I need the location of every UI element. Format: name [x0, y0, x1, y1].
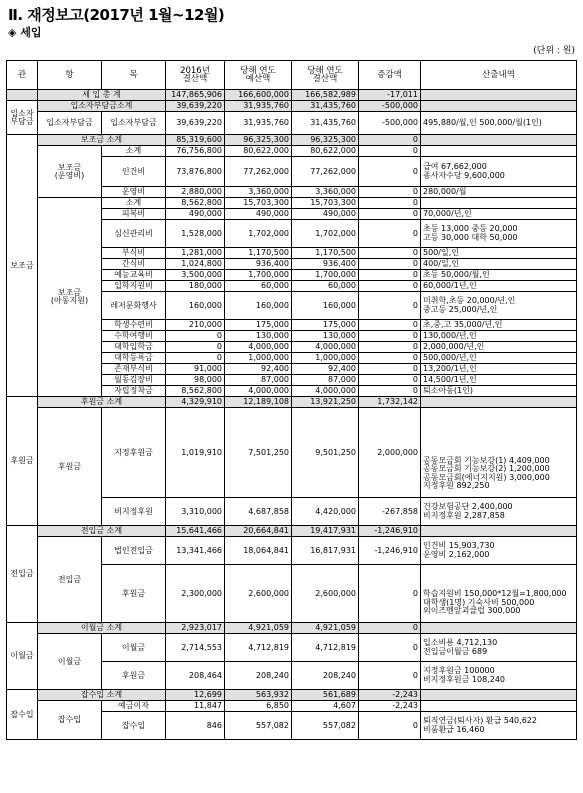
detail-cell: 초,중,고 35,000/년,인 — [421, 320, 577, 331]
diff-cell: 0 — [359, 342, 421, 353]
report-title: Ⅱ. 재정보고(2017년 1월~12월) — [8, 6, 225, 24]
gwan-cell: 전입금 — [7, 526, 38, 623]
table-header-row — [7, 61, 577, 90]
detail-cell: 400/일,인 — [421, 259, 577, 270]
table-row — [7, 146, 577, 157]
diff-cell: 0 — [359, 198, 421, 209]
detail-cell: 2,000,000/년,인 — [421, 342, 577, 353]
detail-cell: 초등 13,000 중등 20,000 고등 30,000 대학 50,000 — [421, 220, 577, 248]
prev-cell: 39,639,220 — [166, 112, 225, 135]
prev-cell: 4,329,910 — [166, 397, 225, 408]
prev-cell: 85,319,600 — [166, 135, 225, 146]
settled-cell: 31,435,760 — [292, 112, 359, 135]
mok-cell: 간식비 — [102, 259, 166, 270]
settled-cell: 96,325,300 — [292, 135, 359, 146]
diff-cell: 2,000,000 — [359, 408, 421, 498]
gwan-cell: 잡수입 — [7, 690, 38, 740]
settled-cell: 936,400 — [292, 259, 359, 270]
settled-cell: 92,400 — [292, 364, 359, 375]
prev-cell: 147,865,906 — [166, 90, 225, 101]
row-label: 입소자부담금소계 — [38, 101, 166, 112]
table-row — [7, 112, 577, 135]
mok-cell: 예능교육비 — [102, 270, 166, 281]
settled-cell: 80,622,000 — [292, 146, 359, 157]
settled-cell: 208,240 — [292, 662, 359, 690]
diff-cell: 1,732,142 — [359, 397, 421, 408]
settled-cell: 1,000,000 — [292, 353, 359, 364]
header-gwan: 관 — [7, 61, 38, 90]
diff-cell: 0 — [359, 146, 421, 157]
settled-cell: 3,360,000 — [292, 187, 359, 198]
gwan-cell: 입소자 부담금 — [7, 101, 38, 135]
diff-cell: 0 — [359, 565, 421, 623]
diff-cell: 0 — [359, 662, 421, 690]
mok-cell: 입소자부담금 — [102, 112, 166, 135]
settled-cell: 1,702,000 — [292, 220, 359, 248]
budget-cell: 31,935,760 — [225, 101, 292, 112]
detail-cell — [421, 198, 577, 209]
detail-cell: 미취학,초등 20,000/년,인 중고등 25,000/년,인 — [421, 292, 577, 320]
header-hang: 항 — [38, 61, 102, 90]
mok-cell: 후원금 — [102, 565, 166, 623]
prev-cell: 0 — [166, 353, 225, 364]
mok-cell: 소계 — [102, 146, 166, 157]
subtotal-row — [7, 623, 577, 634]
mok-cell: 피복비 — [102, 209, 166, 220]
diff-cell: 0 — [359, 623, 421, 634]
settled-cell: 87,000 — [292, 375, 359, 386]
budget-cell: 936,400 — [225, 259, 292, 270]
budget-cell: 4,712,819 — [225, 634, 292, 662]
detail-cell: 500/일,인 — [421, 248, 577, 259]
prev-cell: 160,000 — [166, 292, 225, 320]
mok-cell: 예금이자 — [102, 701, 166, 712]
unit-label: (단위 : 원) — [533, 46, 575, 56]
detail-cell: 인건비 15,903,730 운영비 2,162,000 — [421, 537, 577, 565]
budget-cell: 2,600,000 — [225, 565, 292, 623]
mok-cell: 잡수입 — [102, 712, 166, 740]
budget-cell: 166,600,000 — [225, 90, 292, 101]
settled-cell: 130,000 — [292, 331, 359, 342]
diff-cell: 0 — [359, 353, 421, 364]
mok-cell: 지정후원금 — [102, 408, 166, 498]
diff-cell: 0 — [359, 331, 421, 342]
mok-cell: 월동김장비 — [102, 375, 166, 386]
prev-cell: 3,310,000 — [166, 498, 225, 526]
diff-cell: 0 — [359, 270, 421, 281]
mok-cell: 레저문화행사 — [102, 292, 166, 320]
detail-cell: 급여 67,662,000 종사자수당 9,600,000 — [421, 157, 577, 187]
detail-cell: 학습지원비 150,000*12월=1,800,000 대학생(1명) 기숙사비 500,000 외이즈멘앞괴클럽 300,000 — [421, 565, 577, 623]
settled-cell: 561,689 — [292, 690, 359, 701]
mok-cell: 대학등록금 — [102, 353, 166, 364]
mok-cell: 소계 — [102, 198, 166, 209]
settled-cell: 490,000 — [292, 209, 359, 220]
budget-cell: 31,935,760 — [225, 112, 292, 135]
settled-cell: 16,817,931 — [292, 537, 359, 565]
row-label: 보조금 소계 — [38, 135, 166, 146]
detail-cell: 495,880/월,인 500,000/월(1인) — [421, 112, 577, 135]
section-subtitle: ◈ 세입 — [8, 26, 42, 39]
hang-cell: 전입금 — [38, 537, 102, 623]
budget-cell: 4,687,858 — [225, 498, 292, 526]
prev-cell: 2,714,553 — [166, 634, 225, 662]
detail-cell — [421, 146, 577, 157]
prev-cell: 208,464 — [166, 662, 225, 690]
mok-cell: 법인전입금 — [102, 537, 166, 565]
budget-cell: 3,360,000 — [225, 187, 292, 198]
budget-cell: 6,850 — [225, 701, 292, 712]
prev-cell: 1,528,000 — [166, 220, 225, 248]
prev-cell: 11,847 — [166, 701, 225, 712]
subtotal-row — [7, 690, 577, 701]
diff-cell: 0 — [359, 634, 421, 662]
hang-cell: 보조금 (아동지원) — [38, 198, 102, 397]
mok-cell: 인건비 — [102, 157, 166, 187]
budget-cell: 80,622,000 — [225, 146, 292, 157]
budget-cell: 130,000 — [225, 331, 292, 342]
settled-cell: 15,703,300 — [292, 198, 359, 209]
row-label: 잡수입 소계 — [38, 690, 166, 701]
budget-cell: 77,262,000 — [225, 157, 292, 187]
revenue-table — [6, 60, 577, 740]
diff-cell: 0 — [359, 259, 421, 270]
budget-cell: 96,325,300 — [225, 135, 292, 146]
diff-cell: 0 — [359, 320, 421, 331]
detail-cell — [421, 90, 577, 101]
grand-total-row — [7, 90, 577, 101]
prev-cell: 73,876,800 — [166, 157, 225, 187]
settled-cell: 2,600,000 — [292, 565, 359, 623]
diff-cell: 0 — [359, 375, 421, 386]
row-label: 세 입 총 계 — [38, 90, 166, 101]
header-budget: 당해 연도 예산액 — [225, 61, 292, 90]
prev-cell: 180,000 — [166, 281, 225, 292]
mok-cell: 비지정후원 — [102, 498, 166, 526]
detail-cell: 60,000/1년,인 — [421, 281, 577, 292]
settled-cell: 60,000 — [292, 281, 359, 292]
header-settled: 당해 연도 결산액 — [292, 61, 359, 90]
detail-cell — [421, 623, 577, 634]
detail-cell: 14,500/1년,인 — [421, 375, 577, 386]
prev-cell: 39,639,220 — [166, 101, 225, 112]
diff-cell: 0 — [359, 157, 421, 187]
budget-cell: 4,921,059 — [225, 623, 292, 634]
gwan-cell: 이월금 — [7, 623, 38, 690]
mok-cell: 입학지원비 — [102, 281, 166, 292]
mok-cell: 운영비 — [102, 187, 166, 198]
detail-cell: 70,000/년,인 — [421, 209, 577, 220]
prev-cell: 8,562,800 — [166, 386, 225, 397]
table-row — [7, 537, 577, 565]
detail-cell: 지정후원금 100000 비지정후원금 108,240 — [421, 662, 577, 690]
settled-cell: 4,000,000 — [292, 342, 359, 353]
mok-cell: 수학여행비 — [102, 331, 166, 342]
header-detail: 산출내역 — [421, 61, 577, 90]
table-row — [7, 634, 577, 662]
prev-cell: 846 — [166, 712, 225, 740]
mok-cell: 부식비 — [102, 248, 166, 259]
diff-cell: -2,243 — [359, 701, 421, 712]
diff-cell: -500,000 — [359, 112, 421, 135]
prev-cell: 76,756,800 — [166, 146, 225, 157]
diff-cell: 0 — [359, 187, 421, 198]
settled-cell: 77,262,000 — [292, 157, 359, 187]
diff-cell: -17,011 — [359, 90, 421, 101]
detail-cell — [421, 135, 577, 146]
detail-cell: 280,000/월 — [421, 187, 577, 198]
settled-cell: 31,435,760 — [292, 101, 359, 112]
budget-cell: 1,700,000 — [225, 270, 292, 281]
header-diff: 증감액 — [359, 61, 421, 90]
subtotal-row — [7, 101, 577, 112]
detail-cell: 500,000/년,인 — [421, 353, 577, 364]
settled-cell: 1,170,500 — [292, 248, 359, 259]
prev-cell: 2,880,000 — [166, 187, 225, 198]
mok-cell: 후원금 — [102, 662, 166, 690]
settled-cell: 4,921,059 — [292, 623, 359, 634]
subtotal-row — [7, 135, 577, 146]
detail-cell: 건강보험공단 2,400,000 비지정후원 2,287,858 — [421, 498, 577, 526]
hang-cell: 입소자부담금 — [38, 112, 102, 135]
settled-cell: 4,607 — [292, 701, 359, 712]
diff-cell: 0 — [359, 712, 421, 740]
prev-cell: 2,923,017 — [166, 623, 225, 634]
settled-cell: 4,712,819 — [292, 634, 359, 662]
detail-cell — [421, 397, 577, 408]
settled-cell: 175,000 — [292, 320, 359, 331]
mok-cell: 학생수련비 — [102, 320, 166, 331]
mok-cell: 존재부식비 — [102, 364, 166, 375]
budget-cell: 92,400 — [225, 364, 292, 375]
budget-cell: 18,064,841 — [225, 537, 292, 565]
diff-cell: 0 — [359, 209, 421, 220]
budget-cell: 1,000,000 — [225, 353, 292, 364]
prev-cell: 1,281,000 — [166, 248, 225, 259]
row-label: 후원금 소계 — [38, 397, 166, 408]
diff-cell: 0 — [359, 248, 421, 259]
budget-cell: 4,000,000 — [225, 386, 292, 397]
diff-cell: -1,246,910 — [359, 526, 421, 537]
subtotal-row — [7, 526, 577, 537]
settled-cell: 557,082 — [292, 712, 359, 740]
gwan-cell — [7, 90, 38, 101]
header-mok: 목 — [102, 61, 166, 90]
prev-cell: 3,500,000 — [166, 270, 225, 281]
diff-cell: -500,000 — [359, 101, 421, 112]
row-label: 이월금 소계 — [38, 623, 166, 634]
settled-cell: 13,921,250 — [292, 397, 359, 408]
subtotal-row — [7, 397, 577, 408]
row-label: 전입금 소계 — [38, 526, 166, 537]
gwan-cell: 후원금 — [7, 397, 38, 526]
detail-cell: 입소비용 4,712,130 전입금이월금 689 — [421, 634, 577, 662]
budget-cell: 557,082 — [225, 712, 292, 740]
detail-cell — [421, 690, 577, 701]
budget-cell: 208,240 — [225, 662, 292, 690]
prev-cell: 12,699 — [166, 690, 225, 701]
settled-cell: 4,420,000 — [292, 498, 359, 526]
budget-cell: 175,000 — [225, 320, 292, 331]
detail-cell: 초등 50,000/월,인 — [421, 270, 577, 281]
prev-cell: 0 — [166, 331, 225, 342]
diff-cell: 0 — [359, 364, 421, 375]
table-row — [7, 408, 577, 498]
prev-cell: 98,000 — [166, 375, 225, 386]
diff-cell: 0 — [359, 220, 421, 248]
budget-cell: 1,702,000 — [225, 220, 292, 248]
hang-cell: 보조금 (운영비) — [38, 146, 102, 198]
budget-cell: 1,170,500 — [225, 248, 292, 259]
prev-cell: 13,341,466 — [166, 537, 225, 565]
mok-cell: 이월금 — [102, 634, 166, 662]
diff-cell: 0 — [359, 281, 421, 292]
detail-cell: 퇴소아동(1인) — [421, 386, 577, 397]
budget-cell: 490,000 — [225, 209, 292, 220]
detail-cell — [421, 526, 577, 537]
prev-cell: 210,000 — [166, 320, 225, 331]
prev-cell: 490,000 — [166, 209, 225, 220]
detail-cell: 공동모금회 기능보강(1) 4,409,000 공동모금회 기능보강(2) 1,200,000 공동모금회(에너지지원) 3,000,000 지정후원 892,250 — [421, 408, 577, 498]
table-row — [7, 198, 577, 209]
detail-cell: 13,200/1년,인 — [421, 364, 577, 375]
settled-cell: 4,000,000 — [292, 386, 359, 397]
detail-cell: 130,000/년,인 — [421, 331, 577, 342]
diff-cell: 0 — [359, 292, 421, 320]
detail-cell: 퇴직연금(퇴사자) 환급 540,622 비품환급 16,460 — [421, 712, 577, 740]
hang-cell: 잡수입 — [38, 701, 102, 740]
detail-cell — [421, 101, 577, 112]
budget-cell: 60,000 — [225, 281, 292, 292]
budget-cell: 4,000,000 — [225, 342, 292, 353]
prev-cell: 1,019,910 — [166, 408, 225, 498]
prev-cell: 91,000 — [166, 364, 225, 375]
diff-cell: -1,246,910 — [359, 537, 421, 565]
prev-cell: 8,562,800 — [166, 198, 225, 209]
diff-cell: -2,243 — [359, 690, 421, 701]
budget-cell: 12,189,108 — [225, 397, 292, 408]
detail-cell — [421, 701, 577, 712]
diff-cell: -267,858 — [359, 498, 421, 526]
prev-cell: 0 — [166, 342, 225, 353]
budget-cell: 7,501,250 — [225, 408, 292, 498]
settled-cell: 9,501,250 — [292, 408, 359, 498]
prev-cell: 15,641,466 — [166, 526, 225, 537]
settled-cell: 19,417,931 — [292, 526, 359, 537]
hang-cell: 이월금 — [38, 634, 102, 690]
budget-cell: 15,703,300 — [225, 198, 292, 209]
diff-cell: 0 — [359, 135, 421, 146]
prev-cell: 2,300,000 — [166, 565, 225, 623]
mok-cell: 심신관리비 — [102, 220, 166, 248]
settled-cell: 1,700,000 — [292, 270, 359, 281]
hang-cell: 후원금 — [38, 408, 102, 526]
mok-cell: 대학입학금 — [102, 342, 166, 353]
diff-cell: 0 — [359, 386, 421, 397]
budget-cell: 87,000 — [225, 375, 292, 386]
prev-cell: 1,024,800 — [166, 259, 225, 270]
budget-cell: 20,664,841 — [225, 526, 292, 537]
mok-cell: 자립정착금 — [102, 386, 166, 397]
budget-cell: 563,932 — [225, 690, 292, 701]
budget-cell: 160,000 — [225, 292, 292, 320]
gwan-cell: 보조금 — [7, 135, 38, 397]
settled-cell: 166,582,989 — [292, 90, 359, 101]
header-prev: 2016년 결산액 — [166, 61, 225, 90]
table-row — [7, 701, 577, 712]
settled-cell: 160,000 — [292, 292, 359, 320]
